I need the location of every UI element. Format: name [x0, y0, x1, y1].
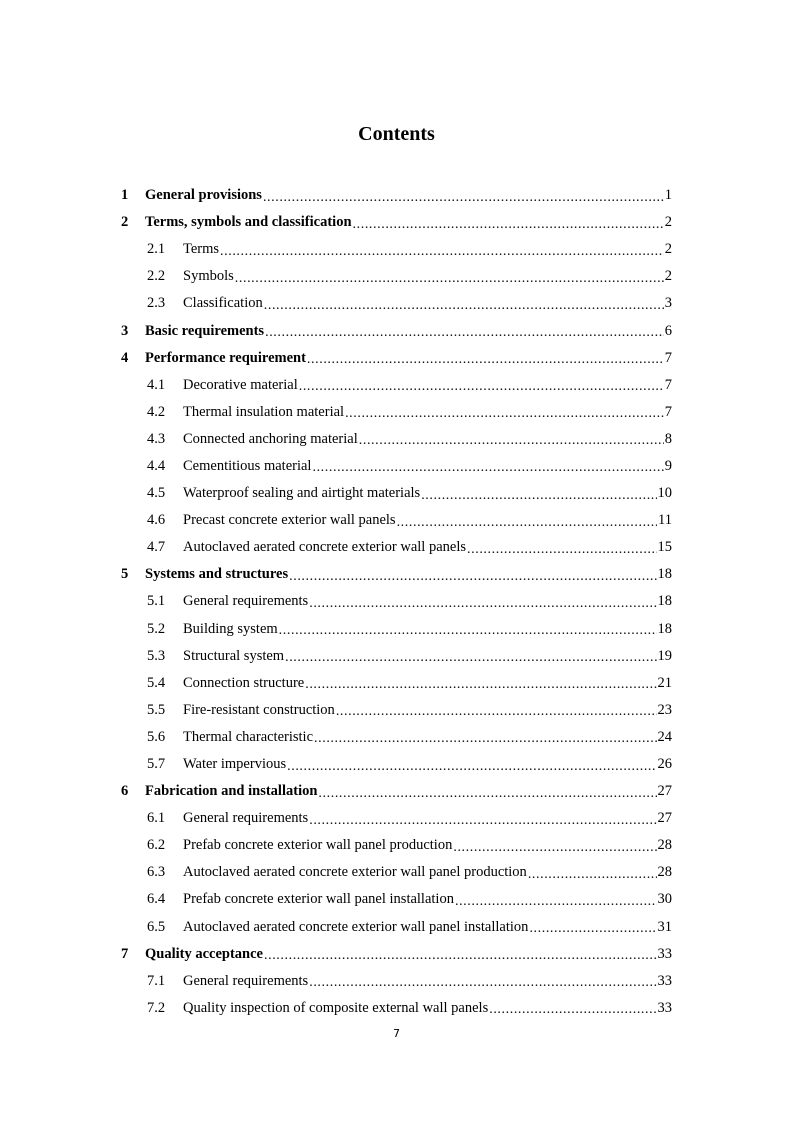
toc-entry-title: General requirements — [183, 972, 309, 989]
toc-entry-page: 7 — [664, 376, 672, 393]
dot-leader — [305, 676, 656, 692]
toc-section-entry[interactable] — [121, 453, 672, 480]
dot-leader — [453, 839, 656, 855]
toc-entry-page: 2 — [664, 214, 672, 231]
toc-section-entry[interactable] — [121, 588, 672, 615]
toc-entry-page: 3 — [664, 295, 672, 312]
toc-entry-number: 7.1 — [147, 972, 166, 989]
toc-entry-title: Classification — [183, 295, 263, 312]
toc-section-entry[interactable] — [121, 263, 672, 290]
toc-entry-title: Cementitious material — [183, 457, 312, 474]
table-of-contents — [121, 182, 672, 1022]
toc-entry-title: Terms — [183, 241, 220, 258]
toc-entry-title: Decorative material — [183, 376, 298, 393]
toc-entry-page: 31 — [657, 918, 672, 935]
toc-entry-page: 27 — [657, 810, 672, 827]
toc-section-entry[interactable] — [121, 480, 672, 507]
toc-entry-title: General requirements — [183, 593, 309, 610]
toc-entry-page: 1 — [664, 187, 672, 204]
dot-leader — [263, 189, 664, 205]
toc-entry-number: 6.4 — [147, 891, 166, 908]
toc-entry-title: Quality acceptance — [145, 945, 263, 962]
toc-entry-page: 18 — [657, 620, 672, 637]
toc-entry-number: 4.1 — [147, 376, 166, 393]
toc-chapter-entry[interactable] — [121, 778, 672, 805]
toc-section-entry[interactable] — [121, 236, 672, 263]
toc-section-entry[interactable] — [121, 399, 672, 426]
toc-entry-page: 27 — [657, 783, 672, 800]
toc-section-entry[interactable] — [121, 616, 672, 643]
dot-leader — [287, 758, 656, 774]
dot-leader — [318, 785, 656, 801]
toc-entry-number: 4.2 — [147, 403, 166, 420]
toc-section-entry[interactable] — [121, 914, 672, 941]
page-title: Contents — [358, 123, 435, 145]
toc-entry-number: 6 — [121, 783, 129, 800]
toc-entry-number: 2.3 — [147, 295, 166, 312]
toc-entry-number: 1 — [121, 187, 129, 204]
toc-entry-title: Autoclaved aerated concrete exterior wall panels — [183, 539, 467, 556]
toc-entry-number: 3 — [121, 322, 129, 339]
dot-leader — [421, 487, 656, 503]
dot-leader — [359, 432, 664, 448]
toc-entry-number: 4.6 — [147, 512, 166, 529]
toc-entry-page: 33 — [657, 999, 672, 1016]
toc-entry-title: General provisions — [145, 187, 262, 204]
toc-section-entry[interactable] — [121, 832, 672, 859]
toc-section-entry[interactable] — [121, 426, 672, 453]
toc-entry-page: 18 — [657, 593, 672, 610]
toc-entry-page: 26 — [657, 756, 672, 773]
toc-entry-title: Water impervious — [183, 756, 287, 773]
toc-section-entry[interactable] — [121, 290, 672, 317]
toc-entry-number: 6.5 — [147, 918, 166, 935]
toc-entry-title: Autoclaved aerated concrete exterior wall panel production — [183, 864, 527, 881]
toc-entry-number: 4 — [121, 349, 129, 366]
toc-entry-page: 28 — [657, 864, 672, 881]
toc-entry-title: Systems and structures — [145, 566, 289, 583]
toc-entry-title: Waterproof sealing and airtight materials — [183, 485, 421, 502]
toc-chapter-entry[interactable] — [121, 317, 672, 344]
toc-entry-number: 2.1 — [147, 241, 166, 258]
toc-entry-number: 5.4 — [147, 674, 166, 691]
dot-leader — [309, 974, 656, 990]
toc-entry-title: Autoclaved aerated concrete exterior wall panel installation — [183, 918, 529, 935]
toc-section-entry[interactable] — [121, 995, 672, 1022]
toc-chapter-entry[interactable] — [121, 182, 672, 209]
toc-entry-title: Structural system — [183, 647, 285, 664]
toc-entry-number: 5.1 — [147, 593, 166, 610]
toc-entry-number: 4.7 — [147, 539, 166, 556]
toc-section-entry[interactable] — [121, 670, 672, 697]
toc-entry-page: 6 — [664, 322, 672, 339]
toc-entry-title: Thermal characteristic — [183, 728, 314, 745]
toc-chapter-entry[interactable] — [121, 209, 672, 236]
toc-section-entry[interactable] — [121, 372, 672, 399]
toc-entry-page: 8 — [664, 430, 672, 447]
toc-entry-number: 7.2 — [147, 999, 166, 1016]
dot-leader — [264, 297, 664, 313]
toc-entry-number: 6.3 — [147, 864, 166, 881]
dot-leader — [220, 243, 664, 259]
dot-leader — [489, 1001, 656, 1017]
toc-entry-page: 33 — [657, 945, 672, 962]
dot-leader — [299, 378, 664, 394]
toc-section-entry[interactable] — [121, 724, 672, 751]
toc-entry-page: 23 — [657, 701, 672, 718]
toc-section-entry[interactable] — [121, 968, 672, 995]
toc-chapter-entry[interactable] — [121, 345, 672, 372]
toc-entry-title: Basic requirements — [145, 322, 265, 339]
toc-entry-title: Connection structure — [183, 674, 305, 691]
dot-leader — [336, 703, 657, 719]
toc-entry-page: 28 — [657, 837, 672, 854]
toc-chapter-entry[interactable] — [121, 561, 672, 588]
toc-entry-number: 2.2 — [147, 268, 166, 285]
toc-entry-title: Prefab concrete exterior wall panel production — [183, 837, 453, 854]
dot-leader — [264, 947, 657, 963]
toc-entry-page: 7 — [664, 349, 672, 366]
toc-entry-page: 24 — [657, 728, 672, 745]
toc-entry-number: 6.1 — [147, 810, 166, 827]
toc-section-entry[interactable] — [121, 643, 672, 670]
toc-entry-number: 5.2 — [147, 620, 166, 637]
dot-leader — [353, 216, 664, 232]
dot-leader — [309, 595, 656, 611]
toc-entry-number: 4.3 — [147, 430, 166, 447]
toc-entry-title: Prefab concrete exterior wall panel installation — [183, 891, 454, 908]
toc-entry-number: 4.5 — [147, 485, 166, 502]
toc-entry-title: Terms, symbols and classification — [145, 214, 352, 231]
dot-leader — [529, 920, 656, 936]
toc-entry-number: 5.5 — [147, 701, 166, 718]
toc-entry-page: 11 — [658, 512, 672, 529]
toc-entry-title: Connected anchoring material — [183, 430, 358, 447]
toc-entry-page: 19 — [657, 647, 672, 664]
dot-leader — [467, 541, 656, 557]
toc-section-entry[interactable] — [121, 751, 672, 778]
toc-entry-title: Symbols — [183, 268, 234, 285]
dot-leader — [235, 270, 664, 286]
toc-entry-page: 18 — [657, 566, 672, 583]
dot-leader — [265, 324, 664, 340]
dot-leader — [528, 866, 657, 882]
toc-entry-number: 4.4 — [147, 457, 166, 474]
dot-leader — [397, 514, 657, 530]
toc-entry-number: 5.6 — [147, 728, 166, 745]
toc-section-entry[interactable] — [121, 805, 672, 832]
toc-entry-title: General requirements — [183, 810, 309, 827]
toc-entry-number: 5.3 — [147, 647, 166, 664]
toc-section-entry[interactable] — [121, 886, 672, 913]
toc-entry-title: Precast concrete exterior wall panels — [183, 512, 396, 529]
toc-section-entry[interactable] — [121, 507, 672, 534]
toc-chapter-entry[interactable] — [121, 941, 672, 968]
dot-leader — [345, 405, 664, 421]
toc-entry-page: 21 — [657, 674, 672, 691]
page-number: 7 — [393, 1027, 400, 1040]
toc-entry-page: 9 — [664, 457, 672, 474]
toc-entry-title: Building system — [183, 620, 278, 637]
dot-leader — [289, 568, 656, 584]
dot-leader — [279, 622, 657, 638]
toc-entry-title: Performance requirement — [145, 349, 306, 366]
toc-entry-page: 15 — [657, 539, 672, 556]
toc-entry-number: 5 — [121, 566, 129, 583]
toc-entry-page: 30 — [657, 891, 672, 908]
toc-entry-page: 2 — [664, 241, 672, 258]
toc-entry-page: 7 — [664, 403, 672, 420]
dot-leader — [285, 649, 656, 665]
dot-leader — [312, 459, 663, 475]
toc-entry-number: 6.2 — [147, 837, 166, 854]
dot-leader — [309, 812, 656, 828]
toc-entry-page: 33 — [657, 972, 672, 989]
toc-section-entry[interactable] — [121, 859, 672, 886]
toc-entry-number: 7 — [121, 945, 129, 962]
toc-entry-number: 2 — [121, 214, 129, 231]
toc-entry-title: Fabrication and installation — [145, 783, 318, 800]
toc-entry-page: 10 — [657, 485, 672, 502]
toc-section-entry[interactable] — [121, 697, 672, 724]
toc-entry-title: Thermal insulation material — [183, 403, 345, 420]
dot-leader — [307, 351, 664, 367]
toc-entry-title: Fire-resistant construction — [183, 701, 335, 718]
toc-entry-page: 2 — [664, 268, 672, 285]
toc-entry-title: Quality inspection of composite external wall panels — [183, 999, 489, 1016]
dot-leader — [455, 893, 657, 909]
toc-entry-number: 5.7 — [147, 756, 166, 773]
toc-section-entry[interactable] — [121, 534, 672, 561]
dot-leader — [314, 730, 656, 746]
